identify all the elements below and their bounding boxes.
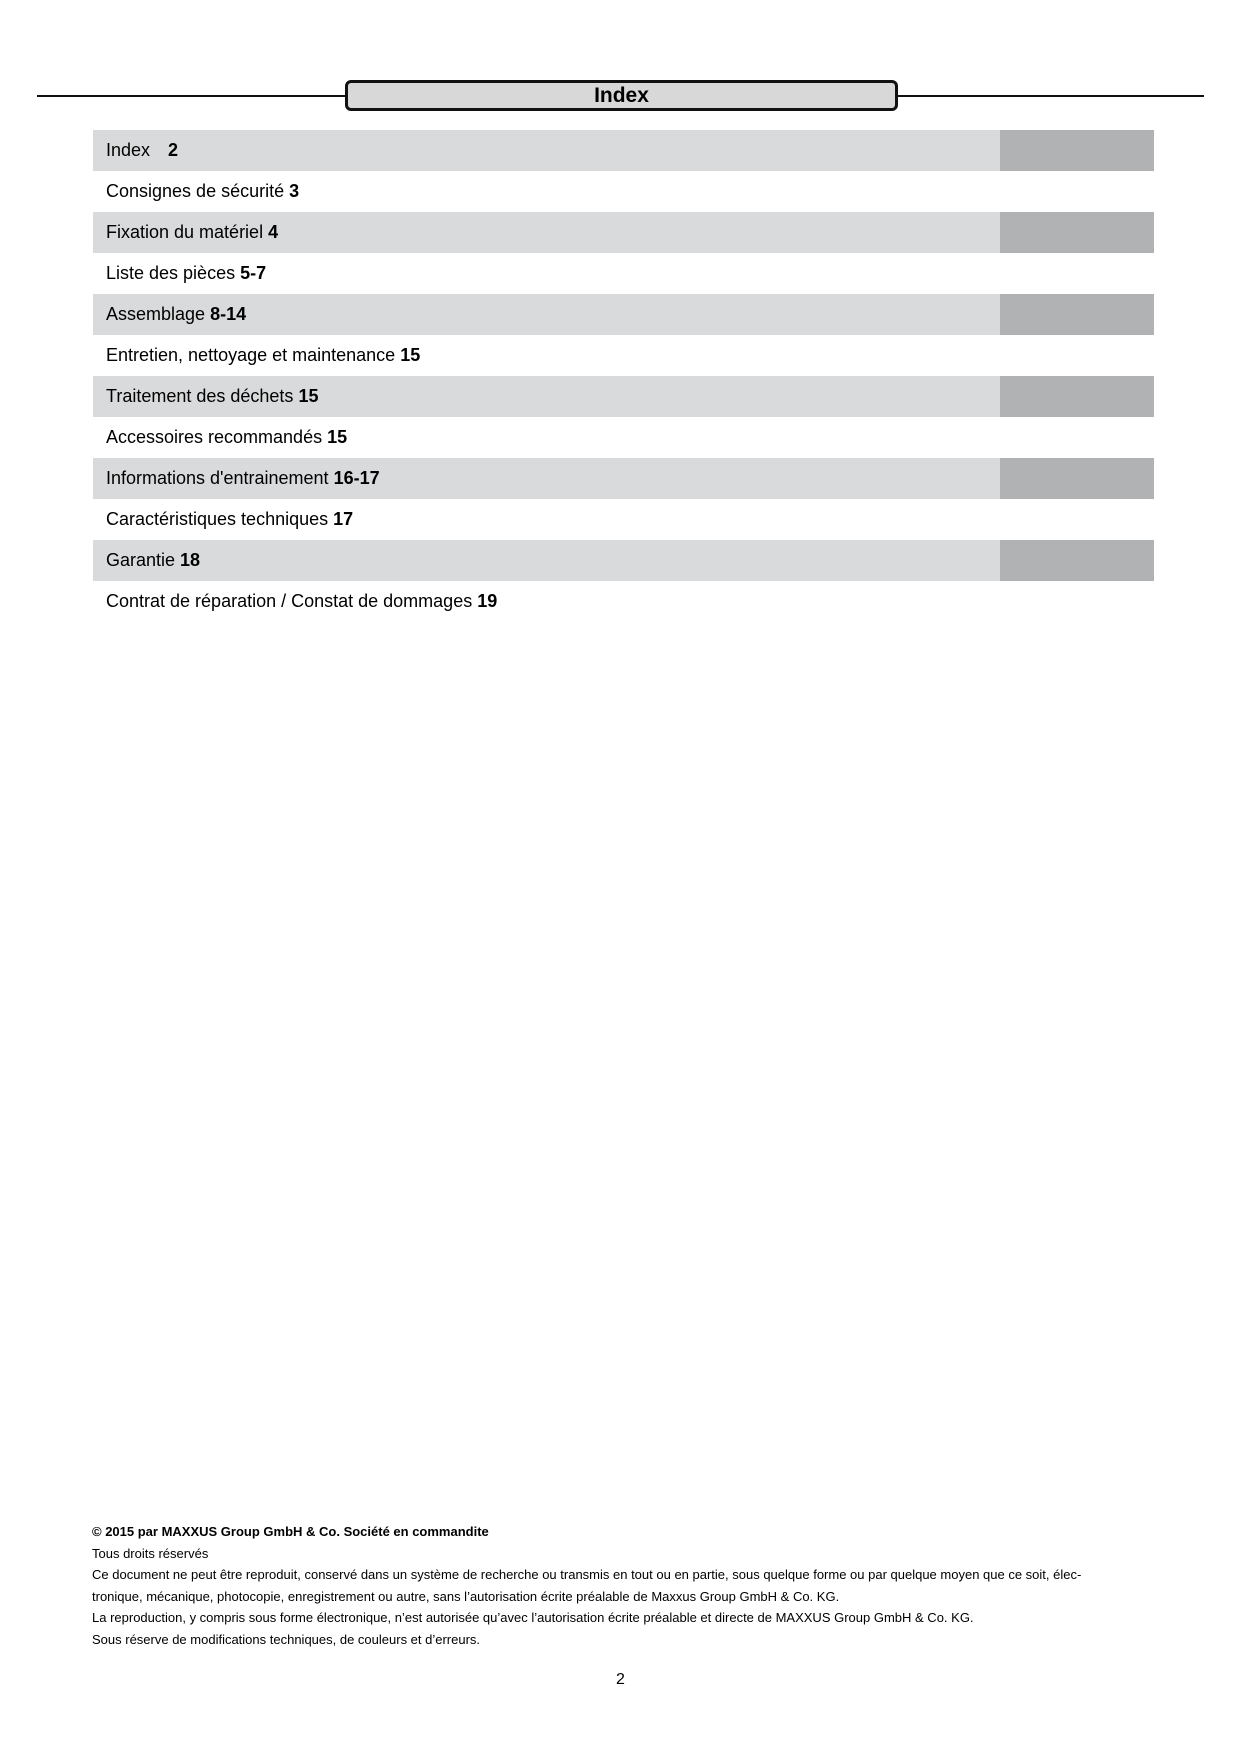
toc-label: Liste des pièces bbox=[106, 263, 236, 283]
page-number: 2 bbox=[616, 1671, 625, 1688]
toc-page: 17 bbox=[333, 509, 354, 529]
toc-label: Traitement des déchets bbox=[106, 386, 294, 406]
toc-row[interactable] bbox=[93, 212, 1154, 253]
toc-row[interactable] bbox=[93, 253, 1154, 294]
toc-row[interactable] bbox=[93, 130, 1154, 171]
toc-tab bbox=[1000, 212, 1154, 253]
legal-text-line: La reproduction, y compris sous forme électronique, n’est autorisée qu’avec l’autorisation écrite préalable et directe de MAXXUS Group GmbH & Co. KG. bbox=[92, 1610, 974, 1625]
toc-page: 15 bbox=[327, 427, 348, 447]
legal-text-line: Sous réserve de modifications techniques, de couleurs et d’erreurs. bbox=[92, 1631, 481, 1647]
legal-text-line: Ce document ne peut être reproduit, conservé dans un système de recherche ou transmis en tout ou en partie, sous quelque forme ou par quelque moyen que ce soit, élec- bbox=[92, 1567, 1082, 1582]
toc-tab bbox=[1000, 540, 1154, 581]
toc-tab bbox=[1000, 376, 1154, 417]
rights-line: Tous droits réservés bbox=[92, 1545, 209, 1561]
toc-row[interactable] bbox=[93, 376, 1154, 417]
toc-label: Accessoires recommandés bbox=[106, 427, 323, 447]
toc-label: Contrat de réparation / Constat de dommages bbox=[106, 591, 473, 611]
toc-label: Index bbox=[106, 140, 151, 160]
toc-page: 3 bbox=[289, 181, 300, 201]
toc-label: Informations d'entrainement bbox=[106, 468, 329, 488]
toc-row[interactable] bbox=[93, 499, 1154, 540]
toc-row[interactable] bbox=[93, 171, 1154, 212]
toc-tab bbox=[1000, 130, 1154, 171]
table-of-contents bbox=[93, 130, 1154, 622]
toc-row[interactable] bbox=[93, 581, 1154, 622]
toc-row[interactable] bbox=[93, 458, 1154, 499]
toc-row[interactable] bbox=[93, 294, 1154, 335]
toc-page: 15 bbox=[298, 386, 319, 406]
toc-row[interactable] bbox=[93, 417, 1154, 458]
toc-page: 19 bbox=[477, 591, 498, 611]
legal-footer bbox=[92, 1521, 1172, 1650]
toc-tab bbox=[1000, 294, 1154, 335]
toc-label: Entretien, nettoyage et maintenance bbox=[106, 345, 396, 365]
toc-label: Garantie bbox=[106, 550, 176, 570]
toc-page: 16-17 bbox=[333, 468, 380, 488]
toc-tab bbox=[1000, 458, 1154, 499]
toc-page: 4 bbox=[268, 222, 279, 242]
toc-page: 5-7 bbox=[240, 263, 267, 283]
toc-label: Assemblage bbox=[106, 304, 206, 324]
toc-label: Consignes de sécurité bbox=[106, 181, 285, 201]
toc-page: 18 bbox=[180, 550, 201, 570]
toc-row[interactable] bbox=[93, 335, 1154, 376]
header-rule-right bbox=[898, 95, 1204, 97]
toc-label: Fixation du matériel bbox=[106, 222, 264, 242]
page-title bbox=[345, 80, 898, 111]
toc-label: Caractéristiques techniques bbox=[106, 509, 329, 529]
toc-page: 8-14 bbox=[210, 304, 247, 324]
toc-page: 15 bbox=[400, 345, 421, 365]
header-rule-left bbox=[37, 95, 345, 97]
toc-row[interactable] bbox=[93, 540, 1154, 581]
legal-text-line: tronique, mécanique, photocopie, enregistrement ou autre, sans l’autorisation écrite préalable de Maxxus Group GmbH & Co. KG. bbox=[92, 1588, 840, 1604]
copyright-line: © 2015 par MAXXUS Group GmbH & Co. Société en commandite bbox=[92, 1524, 489, 1539]
toc-page: 2 bbox=[168, 140, 179, 160]
page-title-text: Index bbox=[594, 83, 649, 107]
